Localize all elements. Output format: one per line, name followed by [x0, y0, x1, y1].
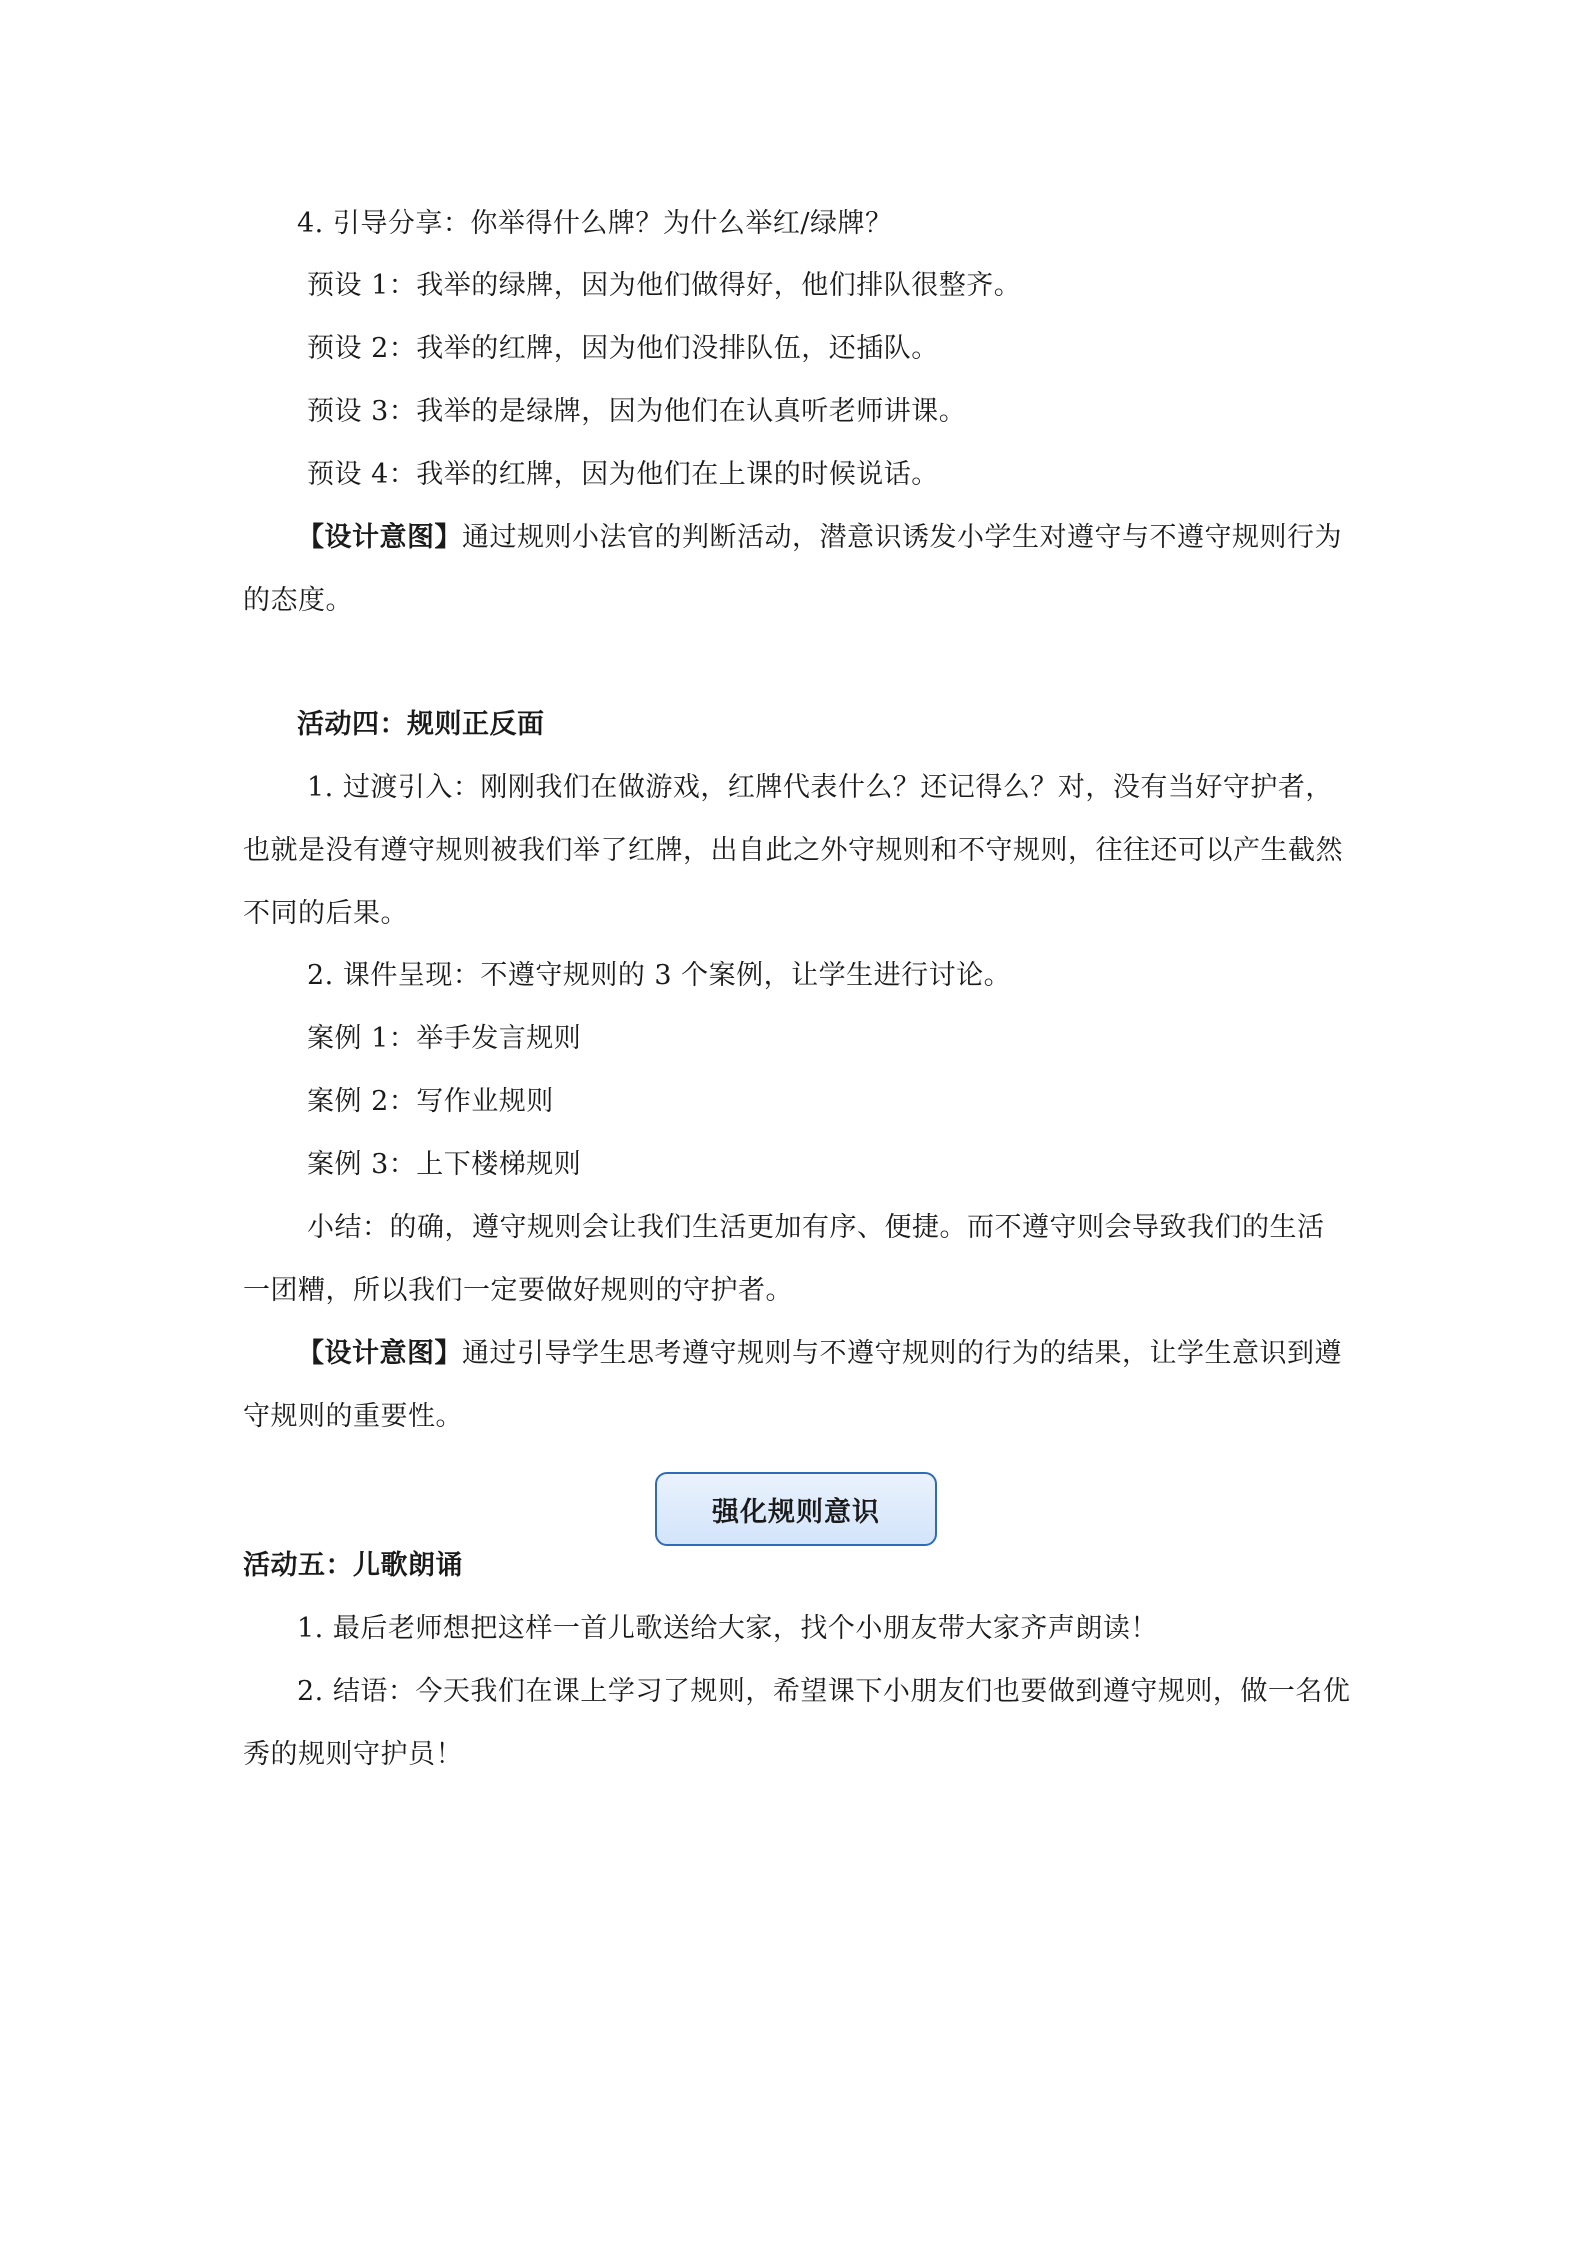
design-intent-1-cont: 的态度。: [243, 585, 353, 616]
activity-5-paragraph-2-line-2: 秀的规则守护员！: [243, 1739, 463, 1770]
design-intent-text: 通过引导学生思考遵守规则与不遵守规则的行为的结果，让学生意识到遵: [462, 1338, 1342, 1369]
preset-3: 预设 3：我举的是绿牌，因为他们在认真听老师讲课。: [307, 396, 967, 427]
design-intent-2: [297, 1336, 1342, 1372]
activity-4-title: 活动四：规则正反面: [297, 709, 545, 740]
activity-4-paragraph-2: 2. 课件呈现：不遵守规则的 3 个案例，让学生进行讨论。: [307, 960, 1012, 991]
design-intent-text: 通过规则小法官的判断活动，潜意识诱发小学生对遵守与不遵守规则行为: [462, 522, 1342, 553]
activity-4-paragraph-1-line-3: 不同的后果。: [243, 898, 408, 929]
case-3: 案例 3：上下楼梯规则: [307, 1149, 582, 1180]
activity-4-paragraph-1-line-2: 也就是没有遵守规则被我们举了红牌，出自此之外守规则和不守规则，往往还可以产生截然: [243, 835, 1343, 866]
design-intent-label: 【设计意图】: [297, 522, 462, 553]
case-2: 案例 2：写作业规则: [307, 1086, 554, 1117]
preset-2: 预设 2：我举的红牌，因为他们没排队伍，还插队。: [307, 333, 939, 364]
preset-4: 预设 4：我举的红牌，因为他们在上课的时候说话。: [307, 459, 939, 490]
activity-5-paragraph-2: 2. 结语：今天我们在课上学习了规则，希望课下小朋友们也要做到遵守规则，做一名优: [297, 1676, 1351, 1707]
design-intent-label: 【设计意图】: [297, 1338, 462, 1369]
case-1: 案例 1：举手发言规则: [307, 1023, 582, 1054]
section-title-box: 强化规则意识: [655, 1472, 937, 1546]
activity-4-paragraph-1: 1. 过渡引入：刚刚我们在做游戏，红牌代表什么？还记得么？对，没有当好守护者，: [307, 772, 1333, 803]
summary-paragraph: 小结：的确，遵守规则会让我们生活更加有序、便捷。而不遵守则会导致我们的生活: [307, 1212, 1325, 1243]
preset-1: 预设 1：我举的绿牌，因为他们做得好，他们排队很整齐。: [307, 270, 1022, 301]
design-intent-2-cont: 守规则的重要性。: [243, 1401, 463, 1432]
guide-share-paragraph: 4. 引导分享：你举得什么牌？为什么举红/绿牌？: [297, 208, 893, 239]
design-intent-1: [297, 520, 1342, 556]
summary-paragraph-line-2: 一团糟，所以我们一定要做好规则的守护者。: [243, 1275, 793, 1306]
activity-5-title: 活动五：儿歌朗诵: [243, 1550, 463, 1581]
activity-5-paragraph-1: 1. 最后老师想把这样一首儿歌送给大家，找个小朋友带大家齐声朗读！: [297, 1613, 1158, 1644]
